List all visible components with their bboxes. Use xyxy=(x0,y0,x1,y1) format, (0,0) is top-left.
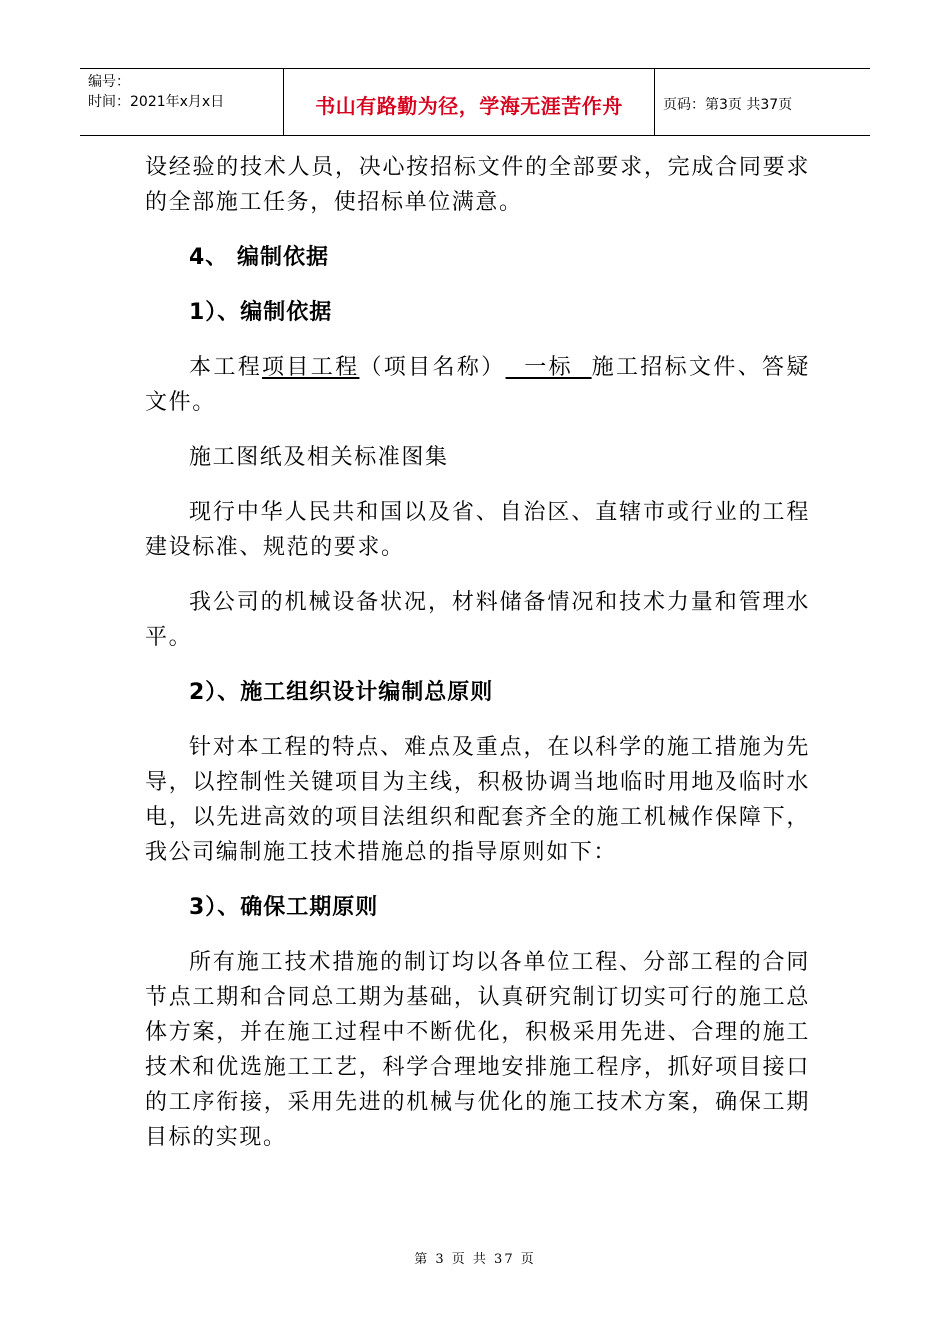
header-motto: 书山有路勤为径，学海无涯苦作舟 xyxy=(283,69,655,135)
page-footer: 第 3 页 共 37 页 xyxy=(414,1252,536,1267)
section-heading-4: 4、 编制依据 xyxy=(189,245,329,270)
project-name-underlined: 项目工程 xyxy=(262,355,360,380)
subsection-heading-3: 3）、确保工期原则 xyxy=(189,895,379,920)
text-run: 施工招标文件、答疑文件。 xyxy=(145,355,810,415)
lot-underlined: 一标 xyxy=(505,355,592,380)
paragraph-bidding-documents xyxy=(145,350,810,420)
paragraph-standards: 现行中华人民共和国以及省、自治区、直辖市或行业的工程建设标准、规范的要求。 xyxy=(145,500,810,560)
page-header xyxy=(80,68,870,136)
paragraph-continuation: 设经验的技术人员，决心按招标文件的全部要求，完成合同要求的全部施工任务，使招标单位满意。 xyxy=(145,155,810,215)
text-run: （项目名称） xyxy=(359,355,506,380)
header-meta xyxy=(80,69,283,135)
subsection-heading-2: 2）、施工组织设计编制总原则 xyxy=(189,680,494,705)
paragraph-principles: 针对本工程的特点、难点及重点，在以科学的施工措施为先导，以控制性关键项目为主线，积极协调当地临时用地及临时水电，以先进高效的项目法组织和配套齐全的施工机械作保障下，我公司编制施工技术措施总的指导原则如下： xyxy=(145,735,810,865)
header-page-label: 页码：第3页 共37页 xyxy=(663,97,793,113)
document-number-label: 编号： xyxy=(88,74,130,90)
paragraph-company-capacity: 我公司的机械设备状况，材料储备情况和技术力量和管理水平。 xyxy=(145,590,810,650)
document-date-label: 时间：2021年x月x日 xyxy=(88,94,225,110)
paragraph-drawings: 施工图纸及相关标准图集 xyxy=(189,445,449,470)
text-run: 本工程 xyxy=(189,355,263,380)
subsection-heading-1: 1）、编制依据 xyxy=(189,300,333,325)
document-body xyxy=(145,150,810,1155)
paragraph-schedule-principle: 所有施工技术措施的制订均以各单位工程、分部工程的合同节点工期和合同总工期为基础，认真研究制订切实可行的施工总体方案，并在施工过程中不断优化，积极采用先进、合理的施工技术和优选施工工艺，科学合理地安排施工程序，抓好项目接口的工序衔接，采用先进的机械与优化的施工技术方案，确保工期目标的实现。 xyxy=(145,950,810,1150)
